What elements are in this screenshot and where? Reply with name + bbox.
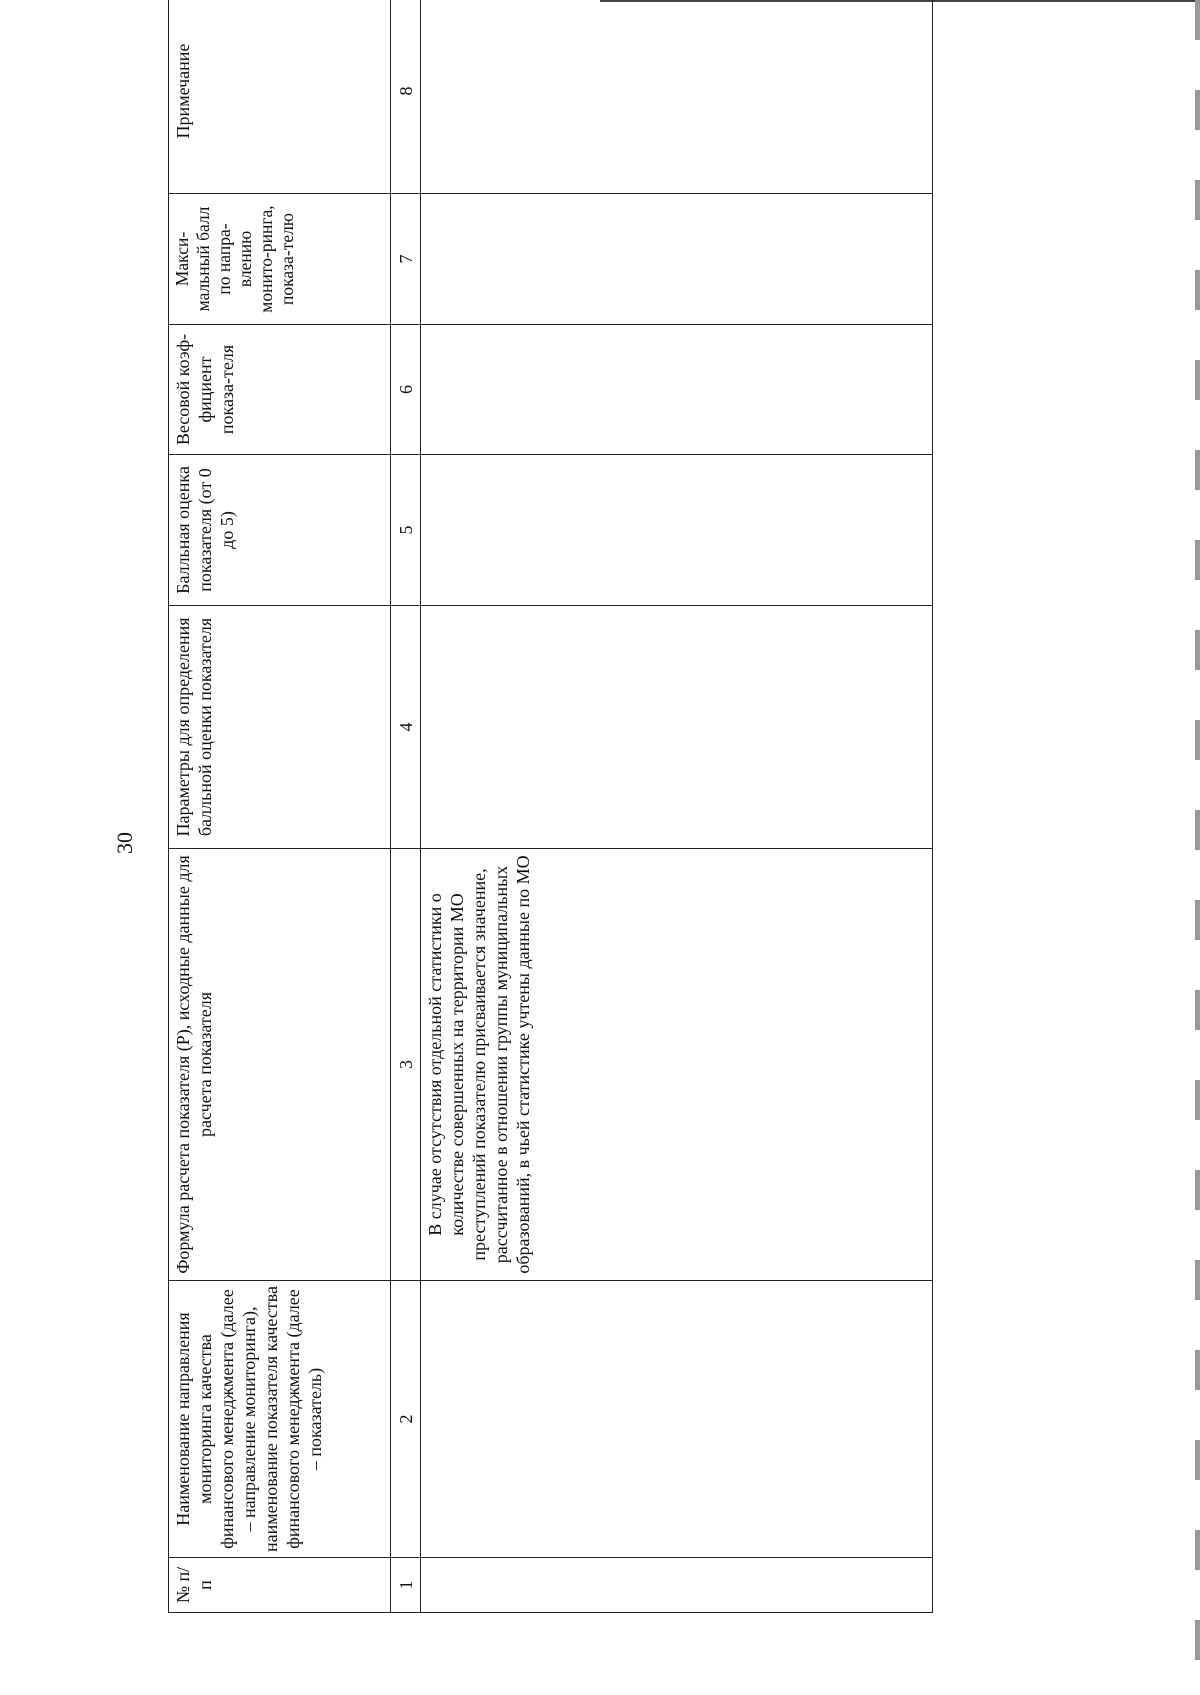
column-number: 6 [391, 325, 421, 455]
cell-parameters [421, 606, 933, 849]
column-number: 5 [391, 455, 421, 606]
header-cell-max-score: Макси-мальный балл по напра-влению монито-ринга, показа-телю [169, 194, 391, 325]
cell-note [421, 0, 933, 194]
header-cell-num: № п/п [169, 1558, 391, 1613]
rotated-page [168, 0, 933, 1613]
header-row [169, 0, 391, 1613]
column-number: 2 [391, 1281, 421, 1558]
column-number-row [391, 0, 421, 1613]
column-number: 1 [391, 1558, 421, 1613]
header-cell-weight: Весовой коэф-фициент показа-теля [169, 325, 391, 455]
header-cell-note: Примечание [169, 0, 391, 194]
monitoring-table [168, 0, 933, 1613]
cell-score [421, 455, 933, 606]
cell-name [421, 1281, 933, 1558]
header-cell-formula: Формула расчета показателя (Р), исходные данные для расчета показателя [169, 849, 391, 1281]
column-number: 3 [391, 849, 421, 1281]
cell-weight [421, 325, 933, 455]
column-number: 7 [391, 194, 421, 325]
page-number: 30 [112, 832, 137, 854]
column-number: 4 [391, 606, 421, 849]
header-cell-score: Балльная оценка показателя (от 0 до 5) [169, 455, 391, 606]
cell-formula: В случае отсутствия отдельной статистики о количестве совершенных на территории МО преступлений показателю присваивается значение, рассчитанное в отношении группы муниципальных образований, в чьей статистике учтены данные по МО [421, 849, 933, 1281]
header-cell-parameters: Параметры для определения балльной оценки показателя [169, 606, 391, 849]
table-row [421, 0, 933, 1613]
header-cell-name: Наименование направления мониторинга качества финансового менеджмента (далее – направление мониторинга), наименование показателя качества финансового менеджмента (далее – показатель) [169, 1281, 391, 1558]
scan-edge-marks [1195, 0, 1200, 1695]
cell-num [421, 1558, 933, 1613]
column-number: 8 [391, 0, 421, 194]
cell-max-score [421, 194, 933, 325]
